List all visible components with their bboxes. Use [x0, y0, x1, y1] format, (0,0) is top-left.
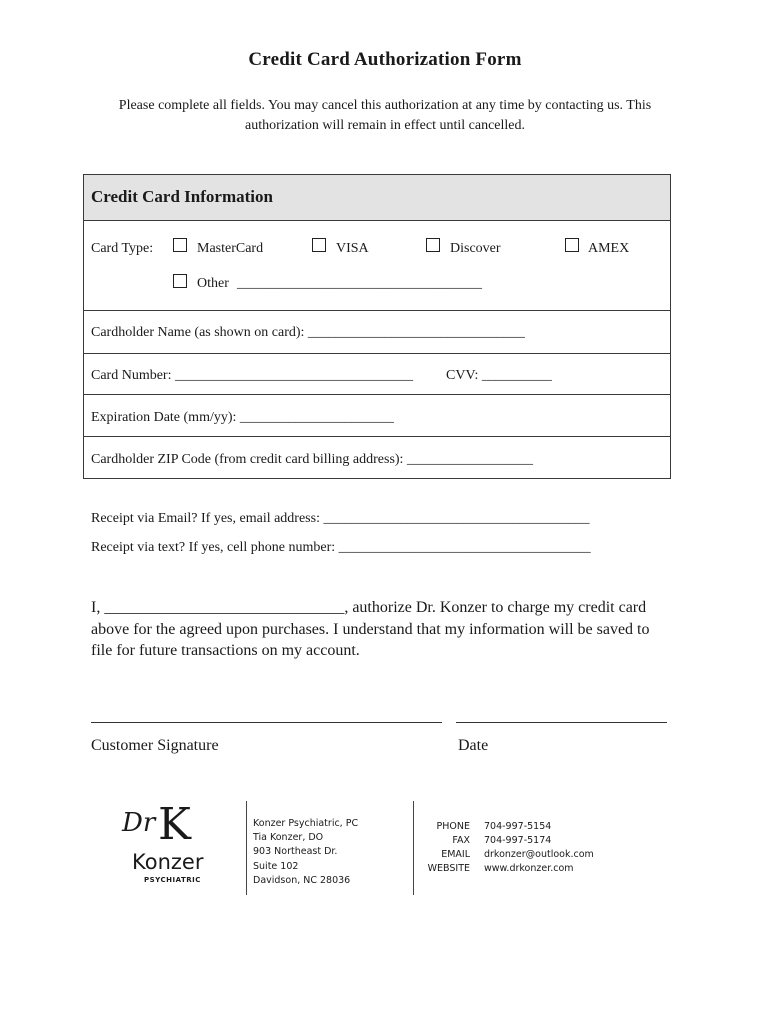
discover-label: Discover [450, 241, 501, 256]
address-line: Konzer Psychiatric, PC [253, 818, 359, 829]
row-divider [84, 394, 670, 395]
section-header-title: Credit Card Information [91, 187, 273, 206]
cvv-field[interactable]: CVV: __________ [446, 368, 552, 383]
amex-checkbox[interactable] [565, 238, 579, 252]
date-label: Date [458, 737, 489, 754]
email-value[interactable]: drkonzer@outlook.com [484, 849, 594, 860]
website-value[interactable]: www.drkonzer.com [484, 863, 574, 874]
row-divider [84, 353, 670, 354]
intro-text [80, 96, 690, 136]
row-divider [84, 436, 670, 437]
address-line: Tia Konzer, DO [253, 832, 324, 844]
other-label: Other [197, 276, 229, 291]
address-block [253, 817, 358, 888]
discover-checkbox[interactable] [426, 238, 440, 252]
section-header [84, 175, 670, 221]
address-line: Suite 102 [253, 860, 299, 872]
authorization-line-3: file for future transactions on my account. [91, 642, 360, 659]
logo-subtitle: PSYCHIATRIC [144, 876, 201, 884]
customer-signature-line[interactable] [91, 722, 442, 723]
intro-line-1: Please complete all fields. You may cancel this authorization at any time by contacting us. This [118, 98, 652, 113]
logo-name: Konzer [132, 850, 204, 874]
receipt-text-field[interactable]: Receipt via text? If yes, cell phone number: ____________________________________ [91, 540, 591, 555]
visa-label: VISA [336, 241, 369, 256]
mastercard-label: MasterCard [197, 241, 264, 256]
address-line: 903 Northeast Dr. [253, 846, 338, 858]
form-title: Credit Card Authorization Form [248, 49, 522, 70]
footer-divider [246, 801, 247, 895]
email-label: EMAIL [441, 849, 470, 860]
other-checkbox[interactable] [173, 274, 187, 288]
card-type-label: Card Type: [91, 241, 154, 256]
konzer-logo [118, 800, 218, 890]
fax-value: 704-997-5174 [484, 835, 552, 846]
authorization-line-1: I, ______________________________, authorize Dr. Konzer to charge my credit card [91, 599, 647, 616]
phone-label: PHONE [436, 821, 470, 832]
website-label: WEBSITE [427, 863, 470, 874]
customer-signature-label: Customer Signature [91, 737, 219, 754]
expiration-date-field[interactable]: Expiration Date (mm/yy): ______________________ [91, 410, 394, 425]
mastercard-checkbox[interactable] [173, 238, 187, 252]
authorization-line-2: above for the agreed upon purchases. I understand that my information will be saved to [91, 620, 650, 638]
authorization-paragraph [91, 597, 681, 662]
visa-checkbox[interactable] [312, 238, 326, 252]
cardholder-name-field[interactable]: Cardholder Name (as shown on card): _______________________________ [91, 325, 525, 340]
logo-dr: Dr [122, 808, 156, 838]
footer-divider [413, 801, 414, 895]
amex-label: AMEX [588, 241, 630, 256]
credit-card-info-box [83, 174, 671, 479]
address-line: Davidson, NC 28036 [253, 874, 351, 886]
other-input[interactable]: ___________________________________ [237, 276, 482, 291]
row-divider [84, 310, 670, 311]
logo-k: K [158, 799, 191, 850]
intro-line-2: authorization will remain in effect until cancelled. [244, 118, 526, 133]
phone-value: 704-997-5154 [484, 821, 552, 832]
date-line[interactable] [456, 722, 667, 723]
fax-label: FAX [452, 835, 470, 846]
card-number-field[interactable]: Card Number: __________________________________ [91, 368, 413, 383]
receipt-email-field[interactable]: Receipt via Email? If yes, email address: ______________________________________ [91, 511, 590, 526]
zip-code-field[interactable]: Cardholder ZIP Code (from credit card billing address): __________________ [91, 452, 533, 467]
